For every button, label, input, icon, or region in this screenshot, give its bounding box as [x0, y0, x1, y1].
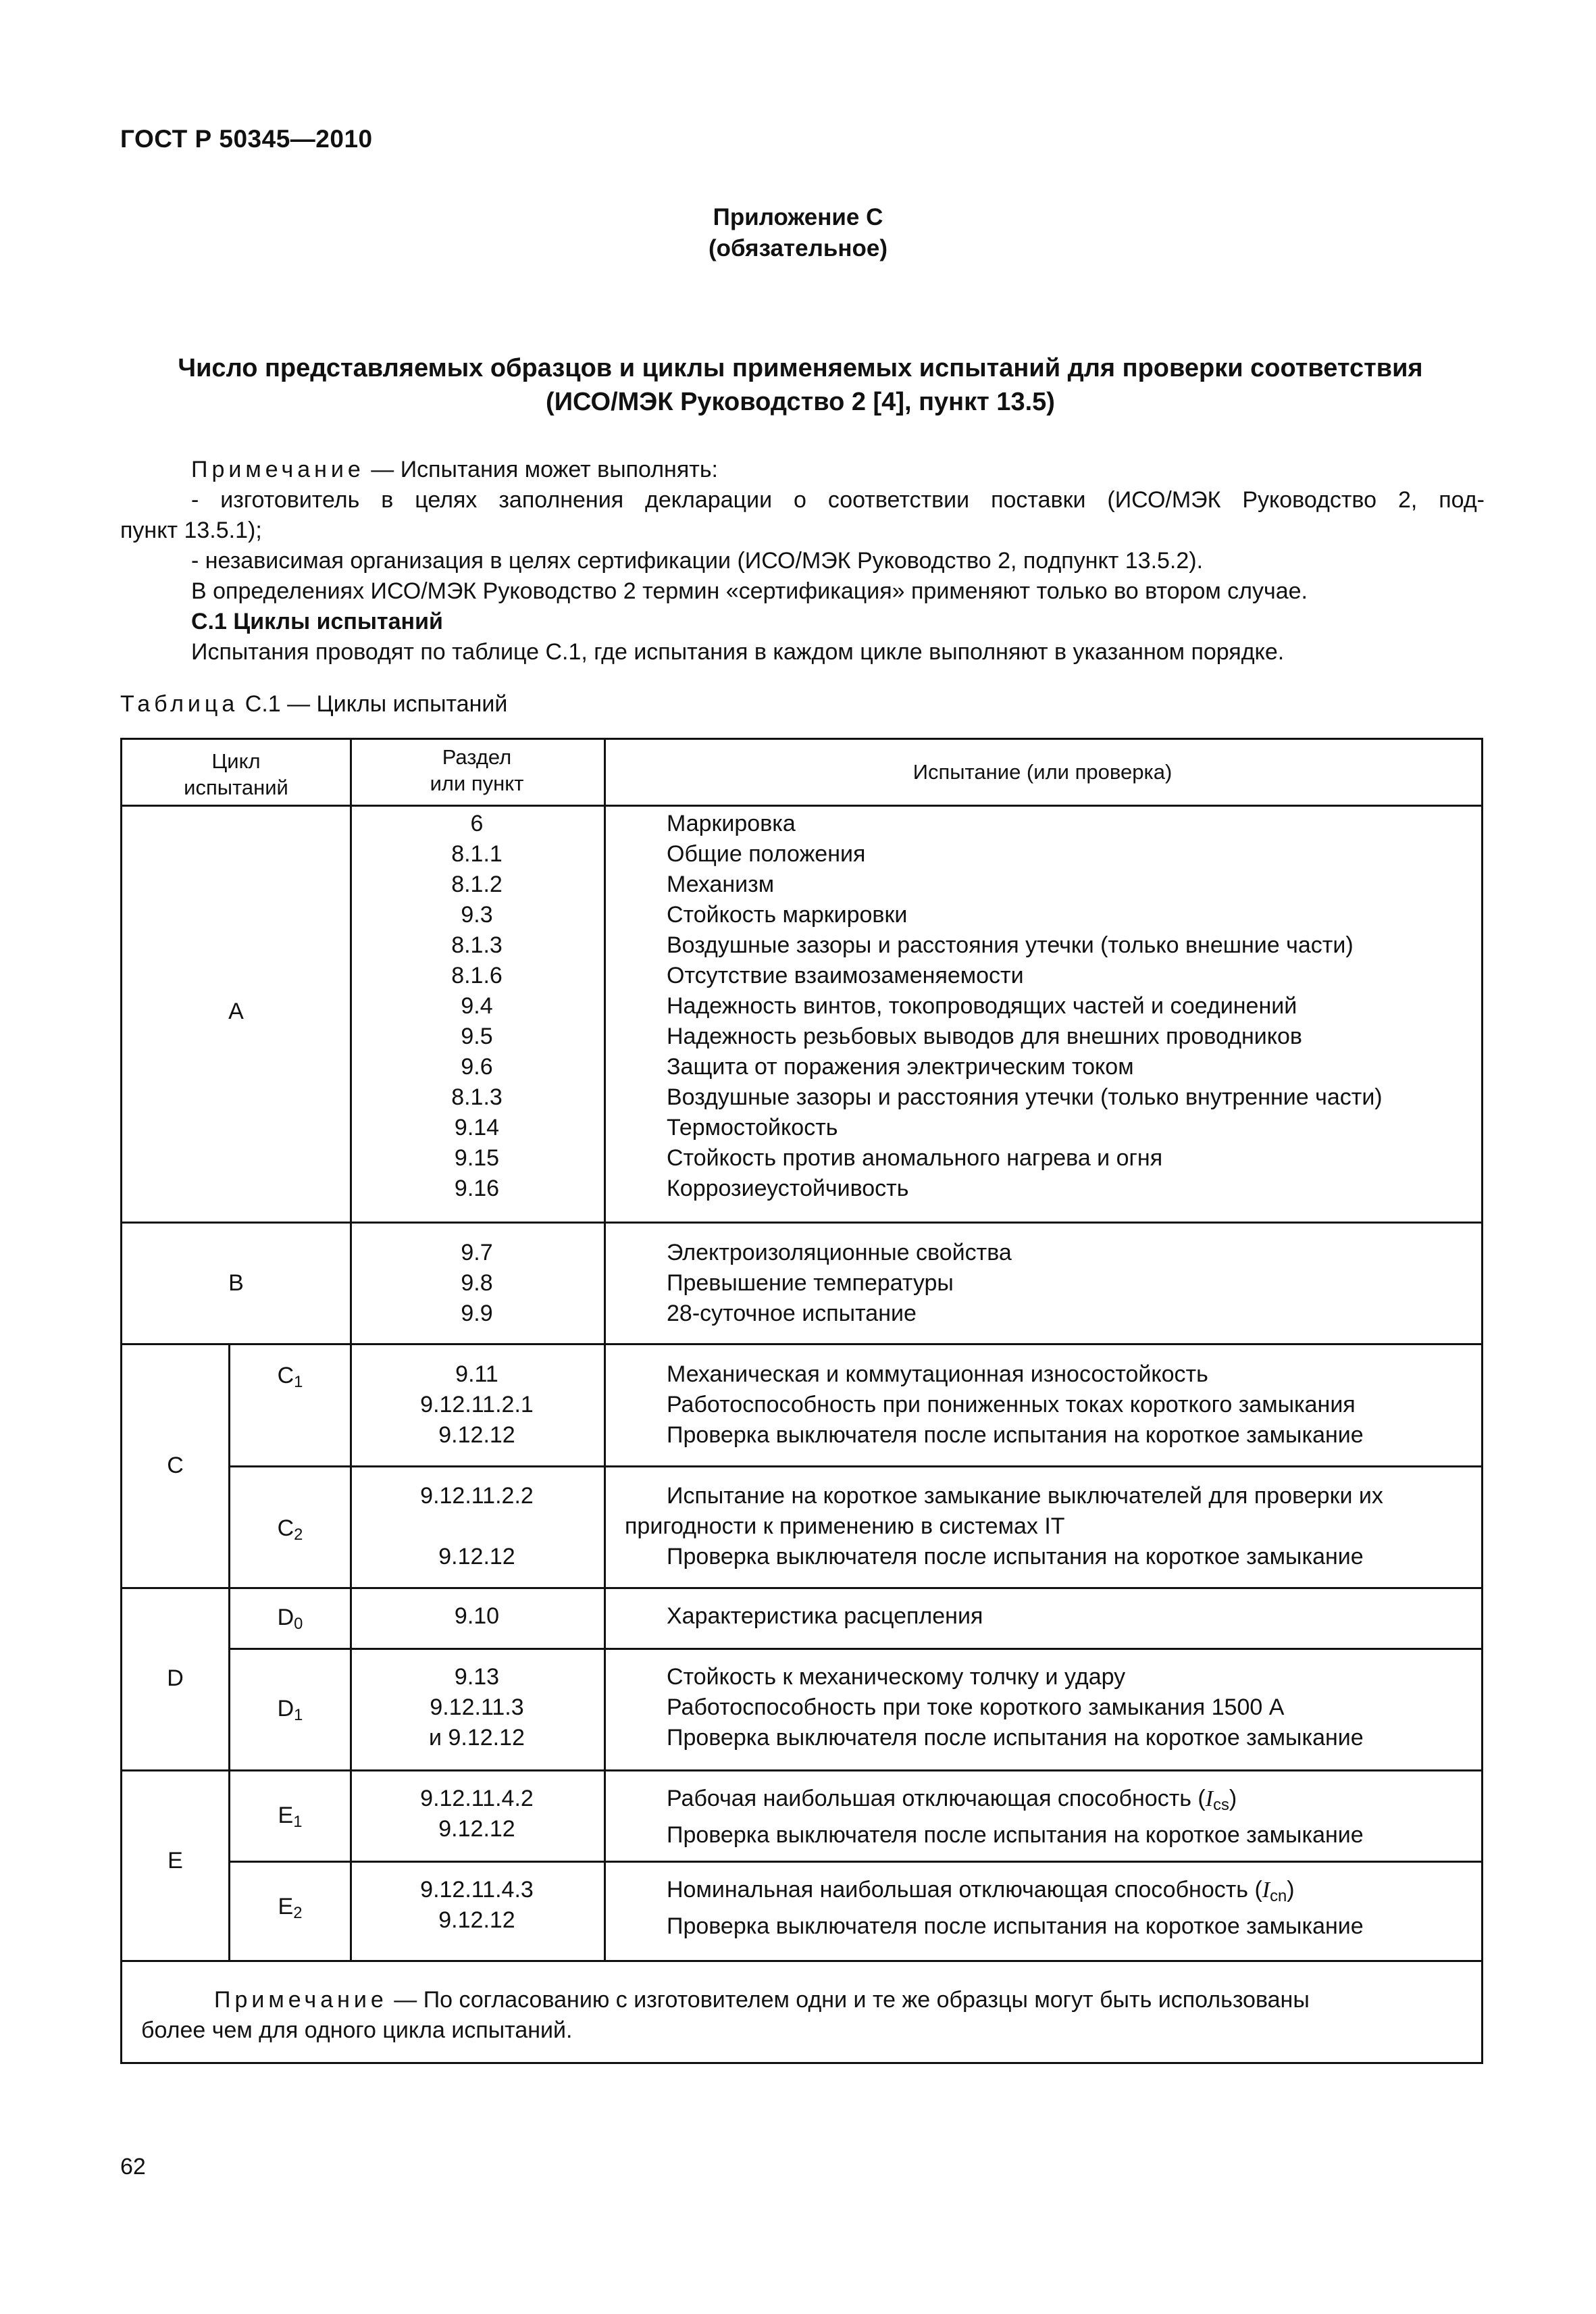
subcycle-e2-test-1 — [667, 1875, 1481, 1911]
table-note-line-1 — [141, 1985, 1465, 2015]
section-number: 9.12.12 — [438, 1816, 515, 1842]
current-symbol: I — [1262, 1878, 1270, 1903]
header-test: Испытание (или проверка) — [912, 760, 1173, 784]
subcycle-e1-index: 1 — [293, 1812, 303, 1831]
test-name: Механическая и коммутационная износостойкость — [667, 1361, 1208, 1387]
section-number: 9.15 — [454, 1145, 500, 1171]
test-cycles-table — [120, 738, 1483, 2064]
subcycle-e1-test-1 — [667, 1784, 1481, 1820]
subcycle-e2-test-2: Проверка выключателя после испытания на короткое замыкание — [667, 1913, 1364, 1939]
cycle-a-label: A — [228, 999, 244, 1024]
test-name: Стойкость против аномального нагрева и огня — [667, 1145, 1163, 1171]
subcycle-c2-letter: C — [277, 1515, 294, 1541]
section-number: 9.12.12 — [438, 1422, 515, 1448]
table-rule — [122, 1587, 1481, 1589]
subcycle-d0-index: 0 — [294, 1614, 303, 1633]
table-caption-label: Таблица — [120, 691, 239, 717]
test-name: Проверка выключателя после испытания на короткое замыкание — [667, 1725, 1364, 1751]
subcycle-e1-sections — [350, 1784, 604, 1844]
subsection-text: Испытания проводят по таблице С.1, где испытания в каждом цикле выполняют в указанном порядке. — [191, 639, 1285, 665]
subcycle-c1 — [230, 1361, 350, 1397]
cycle-c-label: C — [167, 1453, 184, 1478]
section-number: 9.16 — [454, 1176, 500, 1201]
subcycle-c2-test-1: Испытание на короткое замыкание выключателей для проверки их — [667, 1483, 1383, 1509]
table-note-label: Примечание — [214, 1987, 388, 2013]
section-number: 9.3 — [461, 902, 493, 928]
document-header: ГОСТ Р 50345—2010 — [120, 125, 373, 153]
table-rule — [122, 1769, 1481, 1771]
section-number: 9.12.11.3 — [430, 1694, 524, 1720]
intro-item-1-line-1: - изготовитель в целях заполнения декларации о соответствии поставки (ИСО/МЭК Руководство 2, под- — [191, 487, 1485, 513]
section-number: и 9.12.12 — [429, 1725, 525, 1751]
table-caption — [120, 691, 507, 718]
section-number: 9.8 — [461, 1270, 493, 1296]
test-name: Надежность винтов, токопроводящих частей и соединений — [667, 993, 1297, 1019]
cycle-b-label: B — [228, 1270, 244, 1296]
subcycle-d1-tests — [667, 1662, 1481, 1753]
section-title — [115, 351, 1486, 419]
table-rule — [230, 1648, 1481, 1650]
subcycle-e1-tests — [667, 1784, 1481, 1851]
test-name: Общие положения — [667, 841, 866, 867]
section-number: 9.13 — [454, 1664, 500, 1690]
subcycle-e1 — [230, 1801, 350, 1837]
subcycle-d0 — [230, 1603, 350, 1639]
table-rule — [604, 740, 606, 1960]
appendix-status: (обязательное) — [708, 235, 887, 261]
intro-note-label: Примечание — [191, 457, 365, 482]
section-number: 9.7 — [461, 1240, 493, 1265]
table-rule — [122, 1343, 1481, 1345]
header-cycle — [122, 748, 350, 801]
subcycle-e2-test-1-text: Номинальная наибольшая отключающая способность ( — [667, 1877, 1262, 1903]
intro-item-2: - независимая организация в целях сертификации (ИСО/МЭК Руководство 2, подпункт 13.5.2). — [191, 548, 1204, 574]
page-number: 62 — [120, 2154, 146, 2180]
intro-definition: В определениях ИСО/МЭК Руководство 2 термин «сертификация» применяют только во втором случае. — [191, 578, 1308, 604]
subcycle-e2-index: 2 — [293, 1903, 303, 1922]
subcycle-d1-sections — [350, 1662, 604, 1753]
subcycle-c2-test-2: Проверка выключателя после испытания на короткое замыкание — [667, 1544, 1364, 1569]
intro-note — [120, 455, 1485, 485]
header-section-line-1: Раздел — [442, 745, 512, 769]
cycle-a-tests — [667, 809, 1481, 1204]
subcycle-d0-section: 9.10 — [454, 1603, 500, 1629]
subcycle-c1-sections — [350, 1359, 604, 1451]
section-number: 8.1.1 — [451, 841, 503, 867]
current-symbol: I — [1205, 1786, 1214, 1811]
test-name: 28-суточное испытание — [667, 1301, 917, 1326]
subcycle-d0-letter: D — [277, 1605, 294, 1630]
test-name: Электроизоляционные свойства — [667, 1240, 1012, 1265]
subcycle-c2 — [230, 1513, 350, 1550]
cycle-d-label: D — [167, 1665, 184, 1691]
section-number: 6 — [470, 811, 484, 836]
section-number: 9.4 — [461, 993, 493, 1019]
intro-note-text: — Испытания может выполнять: — [364, 457, 718, 482]
test-name: Работоспособность при токе короткого замыкания 1500 А — [667, 1694, 1285, 1720]
section-number: 9.9 — [461, 1301, 493, 1326]
intro-item-1-line-2: пункт 13.5.1); — [120, 518, 262, 543]
cycle-b-sections — [350, 1238, 604, 1329]
subcycle-d0-test: Характеристика расцепления — [667, 1603, 983, 1629]
section-number: 9.14 — [454, 1115, 500, 1140]
test-name: Надежность резьбовых выводов для внешних проводников — [667, 1024, 1302, 1049]
section-number: 9.6 — [461, 1054, 493, 1080]
section-number: 8.1.3 — [451, 1084, 503, 1110]
section-title-line-2: (ИСО/МЭК Руководство 2 [4], пункт 13.5) — [546, 388, 1055, 416]
header-section-line-2: или пункт — [430, 772, 524, 795]
section-number: 8.1.2 — [451, 872, 503, 897]
section-number: 9.5 — [461, 1024, 493, 1049]
subcycle-e2-sections — [350, 1875, 604, 1936]
test-name: Защита от поражения электрическим током — [667, 1054, 1134, 1080]
subcycle-c1-index: 1 — [294, 1372, 303, 1391]
cycle-b-tests — [667, 1238, 1481, 1329]
test-name: Воздушные зазоры и расстояния утечки (только внутренние части) — [667, 1084, 1383, 1110]
table-caption-text: С.1 — Циклы испытаний — [238, 691, 508, 717]
subsection-heading: C.1 Циклы испытаний — [191, 609, 443, 634]
subcycle-e1-test-1-text: Рабочая наибольшая отключающая способность ( — [667, 1786, 1206, 1811]
table-note-text: — По согласованию с изготовителем одни и те же образцы могут быть использованы — [387, 1987, 1310, 2013]
subcycle-e2-test-1-close: ) — [1287, 1877, 1295, 1903]
test-name: Термостойкость — [667, 1115, 838, 1140]
section-number: 9.12.11.4.3 — [420, 1877, 534, 1903]
section-number: 9.12.11.2.1 — [420, 1392, 534, 1417]
table-note-line-2: более чем для одного цикла испытаний. — [141, 2017, 573, 2043]
test-name: Проверка выключателя после испытания на короткое замыкание — [667, 1422, 1364, 1448]
section-number: 9.12.11.4.2 — [420, 1786, 534, 1811]
subcycle-e1-letter: E — [278, 1803, 294, 1828]
subcycle-e2-tests — [667, 1875, 1481, 1942]
section-number: 9.12.12 — [438, 1907, 515, 1933]
table-rule — [122, 805, 1481, 807]
header-cycle-line-2: испытаний — [184, 776, 288, 799]
current-symbol-index: cn — [1270, 1886, 1287, 1905]
subcycle-e1-test-2: Проверка выключателя после испытания на короткое замыкание — [667, 1821, 1364, 1848]
test-name: Коррозиеустойчивость — [667, 1176, 909, 1201]
section-number: 9.11 — [455, 1361, 498, 1387]
subcycle-c2-index: 2 — [294, 1525, 303, 1544]
test-name: Маркировка — [667, 811, 796, 836]
subcycle-c1-letter: C — [277, 1363, 294, 1388]
subcycle-c1-tests — [667, 1359, 1481, 1451]
subcycle-c2-section-2: 9.12.12 — [438, 1544, 515, 1569]
table-rule — [122, 1960, 1481, 1962]
section-number: 8.1.3 — [451, 932, 503, 958]
table-rule — [230, 1465, 1481, 1467]
table-rule — [230, 1861, 1481, 1863]
header-cycle-line-1: Цикл — [211, 749, 261, 773]
test-name: Воздушные зазоры и расстояния утечки (только внешние части) — [667, 932, 1354, 958]
test-name: Стойкость к механическому толчку и удару — [667, 1664, 1126, 1690]
section-number: 8.1.6 — [451, 963, 503, 988]
test-name: Отсутствие взаимозаменяемости — [667, 963, 1024, 988]
test-name: Работоспособность при пониженных токах короткого замыкания — [667, 1392, 1356, 1417]
subcycle-d1-letter: D — [277, 1696, 294, 1721]
cycle-e-label: E — [168, 1848, 183, 1873]
subcycle-d1-index: 1 — [294, 1705, 303, 1724]
header-section — [350, 744, 604, 797]
table-rule — [228, 1769, 230, 1960]
current-symbol-index: cs — [1213, 1795, 1229, 1814]
subcycle-e2 — [230, 1892, 350, 1928]
subcycle-e2-letter: E — [278, 1894, 294, 1919]
test-name: Стойкость маркировки — [667, 902, 908, 928]
section-title-line-1: Число представляемых образцов и циклы применяемых испытаний для проверки соответствия — [178, 354, 1423, 382]
test-name: Механизм — [667, 872, 775, 897]
subcycle-c2-test-1-continued: пригодности к применению в системах IT — [625, 1513, 1065, 1539]
cycle-a-sections — [350, 809, 604, 1204]
subcycle-c2-section-1: 9.12.11.2.2 — [420, 1483, 534, 1509]
intro-block — [120, 455, 1485, 668]
appendix-title: Приложение C — [713, 204, 883, 230]
subcycle-e1-test-1-close: ) — [1229, 1786, 1237, 1811]
table-rule — [122, 1222, 1481, 1224]
subcycle-d1 — [230, 1694, 350, 1730]
table-note — [141, 1985, 1465, 2046]
test-name: Превышение температуры — [667, 1270, 954, 1296]
